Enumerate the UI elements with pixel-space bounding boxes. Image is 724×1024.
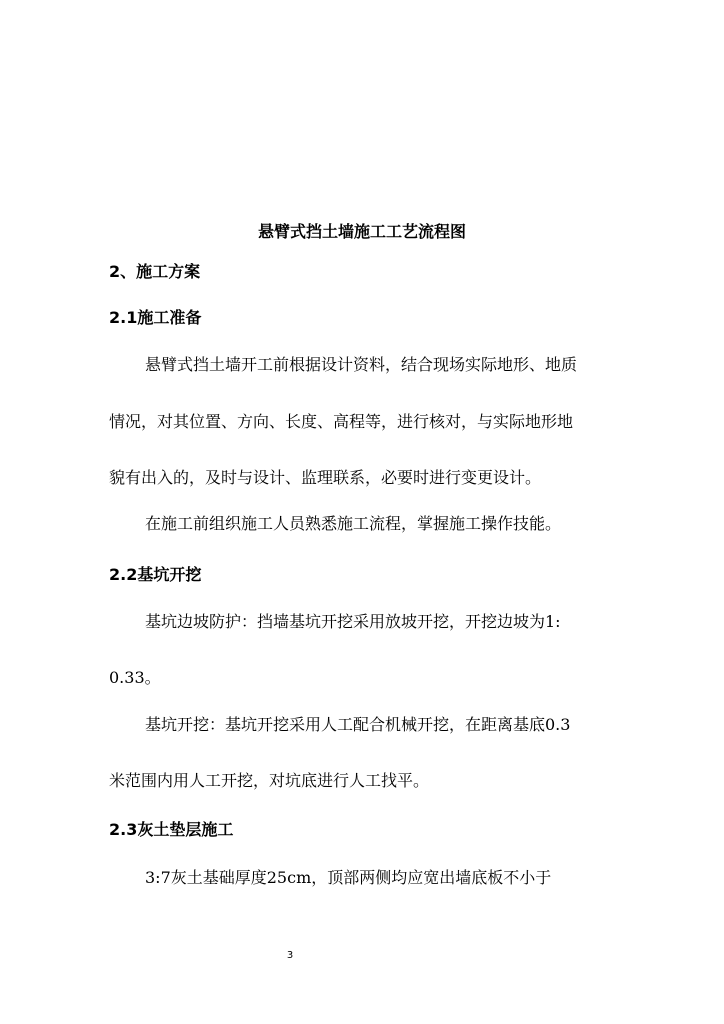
paragraph-line: 情况，对其位置、方向、长度、高程等，进行核对，与实际地形地: [109, 412, 574, 431]
document-title: 悬臂式挡土墙施工工艺流程图: [257, 222, 466, 241]
page-number: 3: [286, 950, 294, 961]
paragraph-line: 0.33。: [109, 668, 161, 687]
paragraph-line: 基坑边坡防护：挡墙基坑开挖采用放坡开挖，开挖边坡为1:: [145, 612, 561, 631]
section-heading-2-3: 2.3灰土垫层施工: [109, 820, 234, 839]
section-heading-2-2: 2.2基坑开挖: [109, 565, 202, 584]
section-heading-2-1: 2.1施工准备: [109, 308, 202, 327]
paragraph-line: 3:7灰土基础厚度25cm，顶部两侧均应宽出墙底板不小于: [145, 868, 552, 887]
section-heading-2: 2、施工方案: [109, 262, 201, 281]
paragraph-line: 在施工前组织施工人员熟悉施工流程，掌握施工操作技能。: [145, 514, 562, 533]
paragraph-line: 悬臂式挡土墙开工前根据设计资料，结合现场实际地形、地质: [145, 355, 578, 374]
paragraph-line: 基坑开挖：基坑开挖采用人工配合机械开挖，在距离基底0.3: [145, 715, 571, 734]
paragraph-line: 米范围内用人工开挖，对坑底进行人工找平。: [109, 771, 430, 790]
paragraph-line: 貌有出入的，及时与设计、监理联系，必要时进行变更设计。: [109, 468, 542, 487]
